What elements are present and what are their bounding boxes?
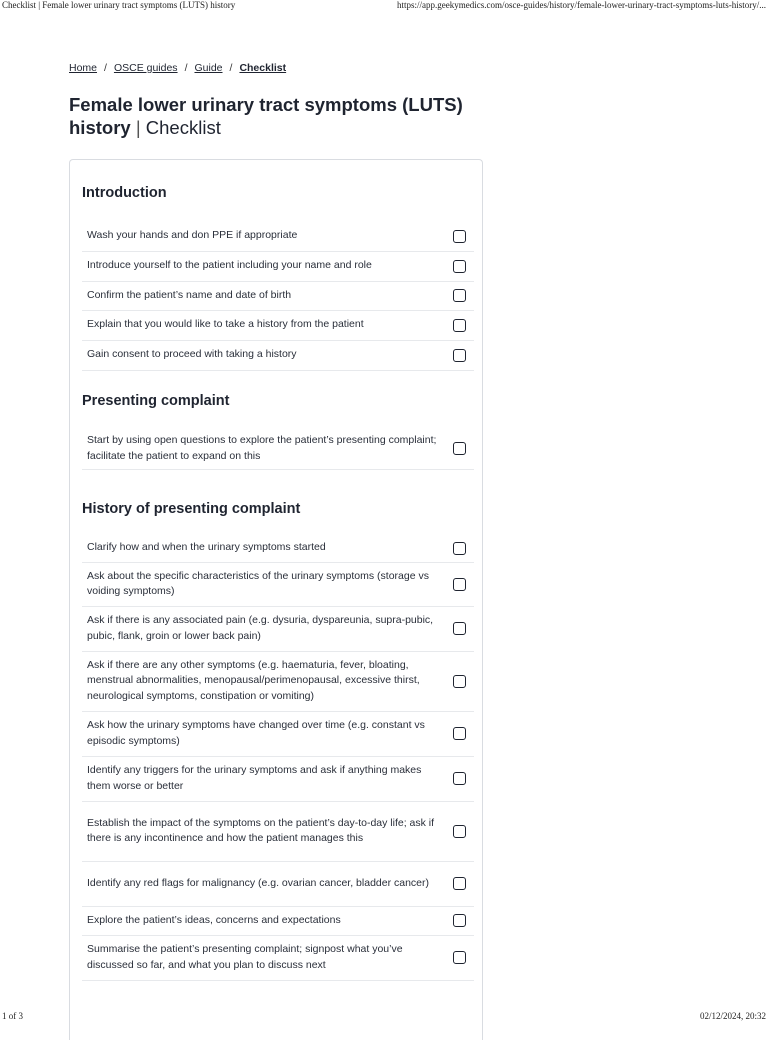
breadcrumb-home-link[interactable]: Home [69,62,98,74]
checklist-checkbox[interactable] [453,319,466,332]
checklist-item-text: Summarise the patient’s presenting complaint; signpost what you’ve discussed so far, and what you plan to discuss next [87,943,403,971]
checklist-item-text: Identify any triggers for the urinary symptoms and ask if anything makes them worse or better [87,764,422,792]
breadcrumb-separator: / [229,62,233,74]
section-history-of-presenting-complaint [82,498,476,971]
section-title: Presenting complaint [82,393,230,409]
breadcrumb-guide-link[interactable]: Guide [194,62,223,74]
print-footer-page-number: 1 of 3 [2,1011,23,1021]
checklist-item[interactable] [82,756,474,802]
page-title [69,93,509,139]
checklist-checkbox[interactable] [453,877,466,890]
checklist-item-text: Ask how the urinary symptoms have changed over time (e.g. constant vs episodic symptoms) [87,719,425,747]
checklist-item-text: Explore the patient’s ideas, concerns and expectations [87,913,341,926]
checklist-item-text: Ask if there is any associated pain (e.g. dysuria, dyspareunia, supra-pubic, pubic, flank, groin or lower back pain) [87,614,434,642]
checklist-item-text: Gain consent to proceed with taking a history [87,348,297,361]
checklist-item[interactable] [82,935,474,981]
checklist-card [69,159,483,1040]
checklist-item[interactable] [82,221,474,252]
section-title: Introduction [82,185,167,201]
checklist-item[interactable] [82,906,474,936]
checklist-item[interactable] [82,801,474,862]
checklist-item[interactable] [82,651,474,712]
checklist-item-text: Ask if there are any other symptoms (e.g. haematuria, fever, bloating, menstrual abnormalities, menopausal/perimenopausal, excessive thirst, neurological symptoms, constipation or vomiting) [87,658,420,702]
checklist-item[interactable] [82,711,474,757]
print-header-url: https://app.geekymedics.com/osce-guides/history/female-lower-urinary-tract-symptoms-luts-history/... [397,0,766,10]
section-title: History of presenting complaint [82,501,301,517]
checklist-checkbox[interactable] [453,825,466,838]
breadcrumb [69,62,286,74]
checklist-item-text: Start by using open questions to explore the patient’s presenting complaint; facilitate the patient to expand on this [87,434,437,462]
checklist-checkbox[interactable] [453,230,466,243]
checklist-item-text: Ask about the specific characteristics of the urinary symptoms (storage vs voiding symptoms) [87,569,429,597]
checklist-item-text: Introduce yourself to the patient including your name and role [87,259,372,272]
print-footer-datetime: 02/12/2024, 20:32 [699,1011,766,1021]
checklist-item[interactable] [82,534,474,563]
page-title-subtitle: Checklist [145,117,221,138]
breadcrumb-osce-guides-link[interactable]: OSCE guides [113,62,178,74]
checklist-item[interactable] [82,281,474,311]
checklist-item[interactable] [82,251,474,282]
checklist-item-text: Identify any red flags for malignancy (e.g. ovarian cancer, bladder cancer) [87,876,430,889]
checklist-item-text: Wash your hands and don PPE if appropriate [87,229,298,242]
print-header-title: Checklist | Female lower urinary tract symptoms (LUTS) history [2,0,236,10]
breadcrumb-separator: / [184,62,188,74]
checklist-checkbox[interactable] [453,914,466,927]
breadcrumb-separator: / [104,62,107,74]
checklist-checkbox[interactable] [453,442,466,455]
checklist-checkbox[interactable] [453,349,466,362]
checklist-checkbox[interactable] [453,578,466,591]
checklist-item-text: Confirm the patient’s name and date of birth [87,288,292,301]
checklist-checkbox[interactable] [453,542,466,555]
breadcrumb-checklist-link[interactable]: Checklist [239,62,287,74]
checklist-item[interactable] [82,340,474,371]
checklist-item-text: Establish the impact of the symptoms on the patient’s day-to-day life; ask if there is any incontinence and how the patient manages this [87,816,435,844]
checklist-item-text: Clarify how and when the urinary symptoms started [87,541,326,554]
checklist-item[interactable] [82,562,474,607]
checklist-item-text: Explain that you would like to take a history from the patient [87,318,364,331]
checklist-item[interactable] [82,861,474,907]
checklist-checkbox[interactable] [453,622,466,635]
checklist-item[interactable] [82,428,474,470]
checklist-checkbox[interactable] [453,675,466,688]
checklist-checkbox[interactable] [453,260,466,273]
section-presenting-complaint [82,390,476,462]
checklist-item[interactable] [82,606,474,652]
page-title-separator: | [135,117,141,138]
checklist-checkbox[interactable] [453,727,466,740]
page-title-main: Female lower urinary tract symptoms (LUTS) history [69,94,463,138]
checklist-checkbox[interactable] [453,951,466,964]
checklist-checkbox[interactable] [453,289,466,302]
checklist-checkbox[interactable] [453,772,466,785]
print-header [0,0,768,14]
print-footer [0,1010,768,1024]
checklist-item[interactable] [82,310,474,341]
section-introduction [82,182,476,361]
